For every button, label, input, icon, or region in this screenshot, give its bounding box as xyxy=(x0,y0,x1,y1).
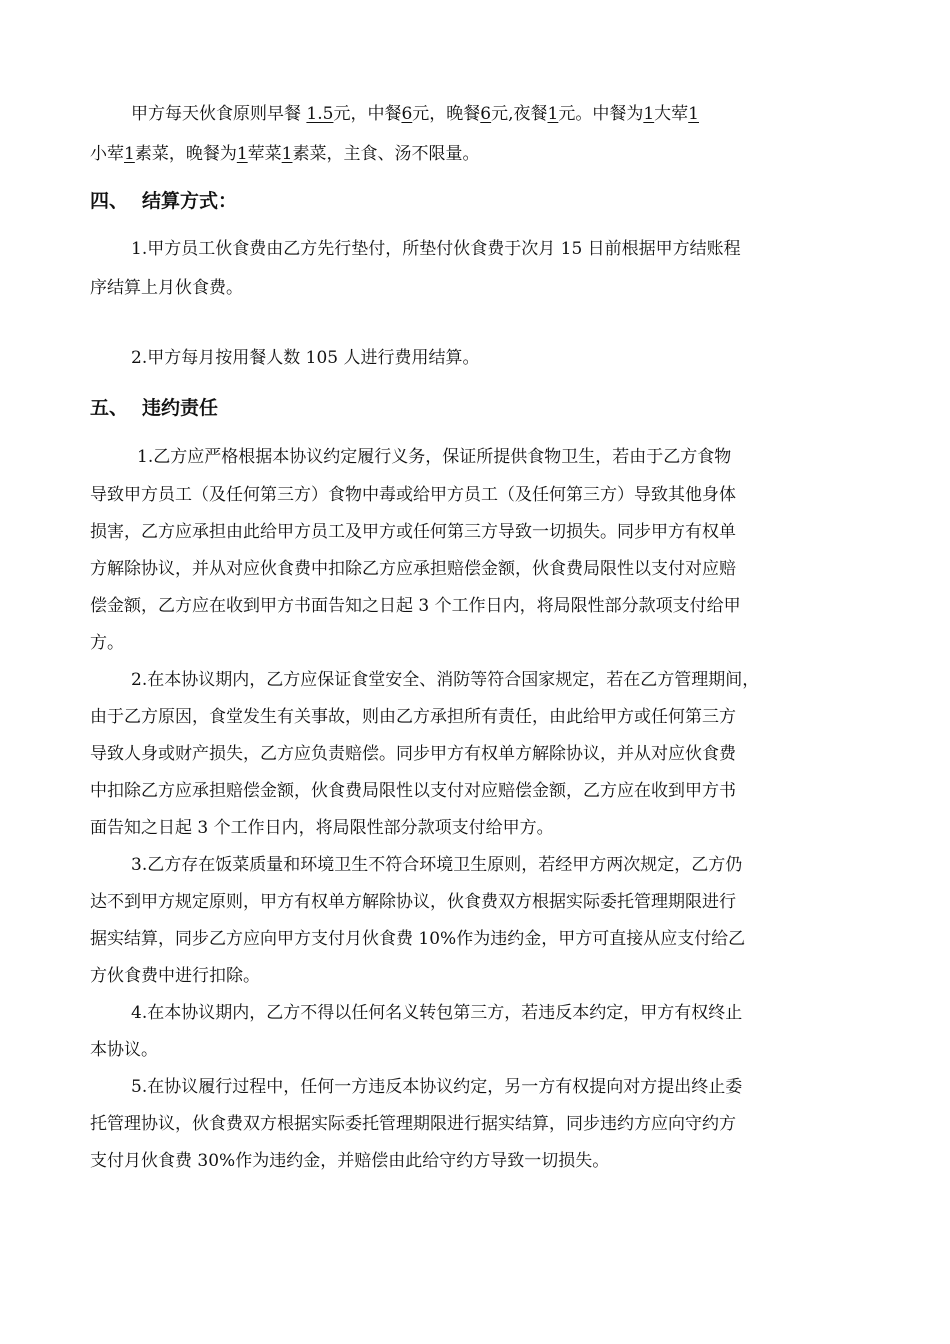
section-4-item-1-line-2: 序结算上月伙食费。 xyxy=(90,278,243,298)
section-5-item-5-line: 5.在协议履行过程中，任何一方违反本协议约定，另一方有权提向对方提出终止委 xyxy=(131,1077,743,1097)
section-5-item-4-line: 本协议。 xyxy=(90,1040,158,1060)
section-4-number: 四、 xyxy=(90,190,129,212)
section-4-heading xyxy=(90,188,237,214)
section-5-item-1-line: 1.乙方应严格根据本协议约定履行义务，保证所提供食物卫生，若由于乙方食物 xyxy=(137,447,732,467)
dinner-price: 6 xyxy=(480,104,492,124)
section-5-item-4-line: 4.在本协议期内，乙方不得以任何名义转包第三方，若违反本约定，甲方有权终止 xyxy=(131,1003,743,1023)
section-5-item-1-line: 损害，乙方应承担由此给甲方员工及甲方或任何第三方导致一切损失。同步甲方有权单 xyxy=(90,522,736,542)
section-5-item-1-line: 方。 xyxy=(90,633,124,653)
section-5-number: 五、 xyxy=(90,397,129,419)
section-5-item-1-line: 偿金额，乙方应在收到甲方书面告知之日起 3 个工作日内，将局限性部分款项支付给甲 xyxy=(90,596,741,616)
section-5-item-3-line: 3.乙方存在饭菜质量和环境卫生不符合环境卫生原则，若经甲方两次规定，乙方仍 xyxy=(131,855,743,875)
section-5-item-5-line: 支付月伙食费 30%作为违约金，并赔偿由此给守约方导致一切损失。 xyxy=(90,1151,610,1171)
section-5-item-2-line: 导致人身或财产损失，乙方应负责赔偿。同步甲方有权单方解除协议，并从对应伙食费 xyxy=(90,744,736,764)
section-4-item-1-line-1: 1.甲方员工伙食费由乙方先行垫付，所垫付伙食费于次月 15 日前根据甲方结账程 xyxy=(131,239,741,259)
section-5-item-1-line: 方解除协议，并从对应伙食费中扣除乙方应承担赔偿金额，伙食费局限性以支付对应赔 xyxy=(90,559,736,579)
section-5-item-2-line: 中扣除乙方应承担赔偿金额，伙食费局限性以支付对应赔偿金额，乙方应在收到甲方书 xyxy=(90,781,736,801)
meal-standard-line-2: 小荤1素菜，晚餐为1荤菜1素菜，主食、汤不限量。 xyxy=(90,144,480,164)
night-meal-price: 1 xyxy=(547,104,559,124)
section-5-title: 违约责任 xyxy=(142,397,219,419)
section-5-item-2-line: 面告知之日起 3 个工作日内，将局限性部分款项支付给甲方。 xyxy=(90,818,554,838)
section-5-item-1-line: 导致甲方员工（及任何第三方）食物中毒或给甲方员工（及任何第三方）导致其他身体 xyxy=(90,485,736,505)
section-5-item-3-line: 据实结算，同步乙方应向甲方支付月伙食费 10%作为违约金，甲方可直接从应支付给乙 xyxy=(90,929,746,949)
section-4-title: 结算方式： xyxy=(142,190,238,212)
section-5-item-2-line: 由于乙方原因，食堂发生有关事故，则由乙方承担所有责任，由此给甲方或任何第三方 xyxy=(90,707,736,727)
section-5-heading xyxy=(90,395,218,421)
section-5-item-5-line: 托管理协议，伙食费双方根据实际委托管理期限进行据实结算，同步违约方应向守约方 xyxy=(90,1114,736,1134)
section-5-item-3-line: 达不到甲方规定原则，甲方有权单方解除协议，伙食费双方根据实际委托管理期限进行 xyxy=(90,892,736,912)
section-4-item-2: 2.甲方每月按用餐人数 105 人进行费用结算。 xyxy=(131,348,480,368)
section-5-item-2-line: 2.在本协议期内，乙方应保证食堂安全、消防等符合国家规定，若在乙方管理期间， xyxy=(131,670,760,690)
section-5-item-3-line: 方伙食费中进行扣除。 xyxy=(90,966,260,986)
breakfast-price: 1.5 xyxy=(306,104,334,124)
lunch-price: 6 xyxy=(401,104,413,124)
meal-standard-line-1: 甲方每天伙食原则早餐 1.5元，中餐6元，晚餐6元,夜餐1元。中餐为1大荤1 xyxy=(131,104,699,124)
